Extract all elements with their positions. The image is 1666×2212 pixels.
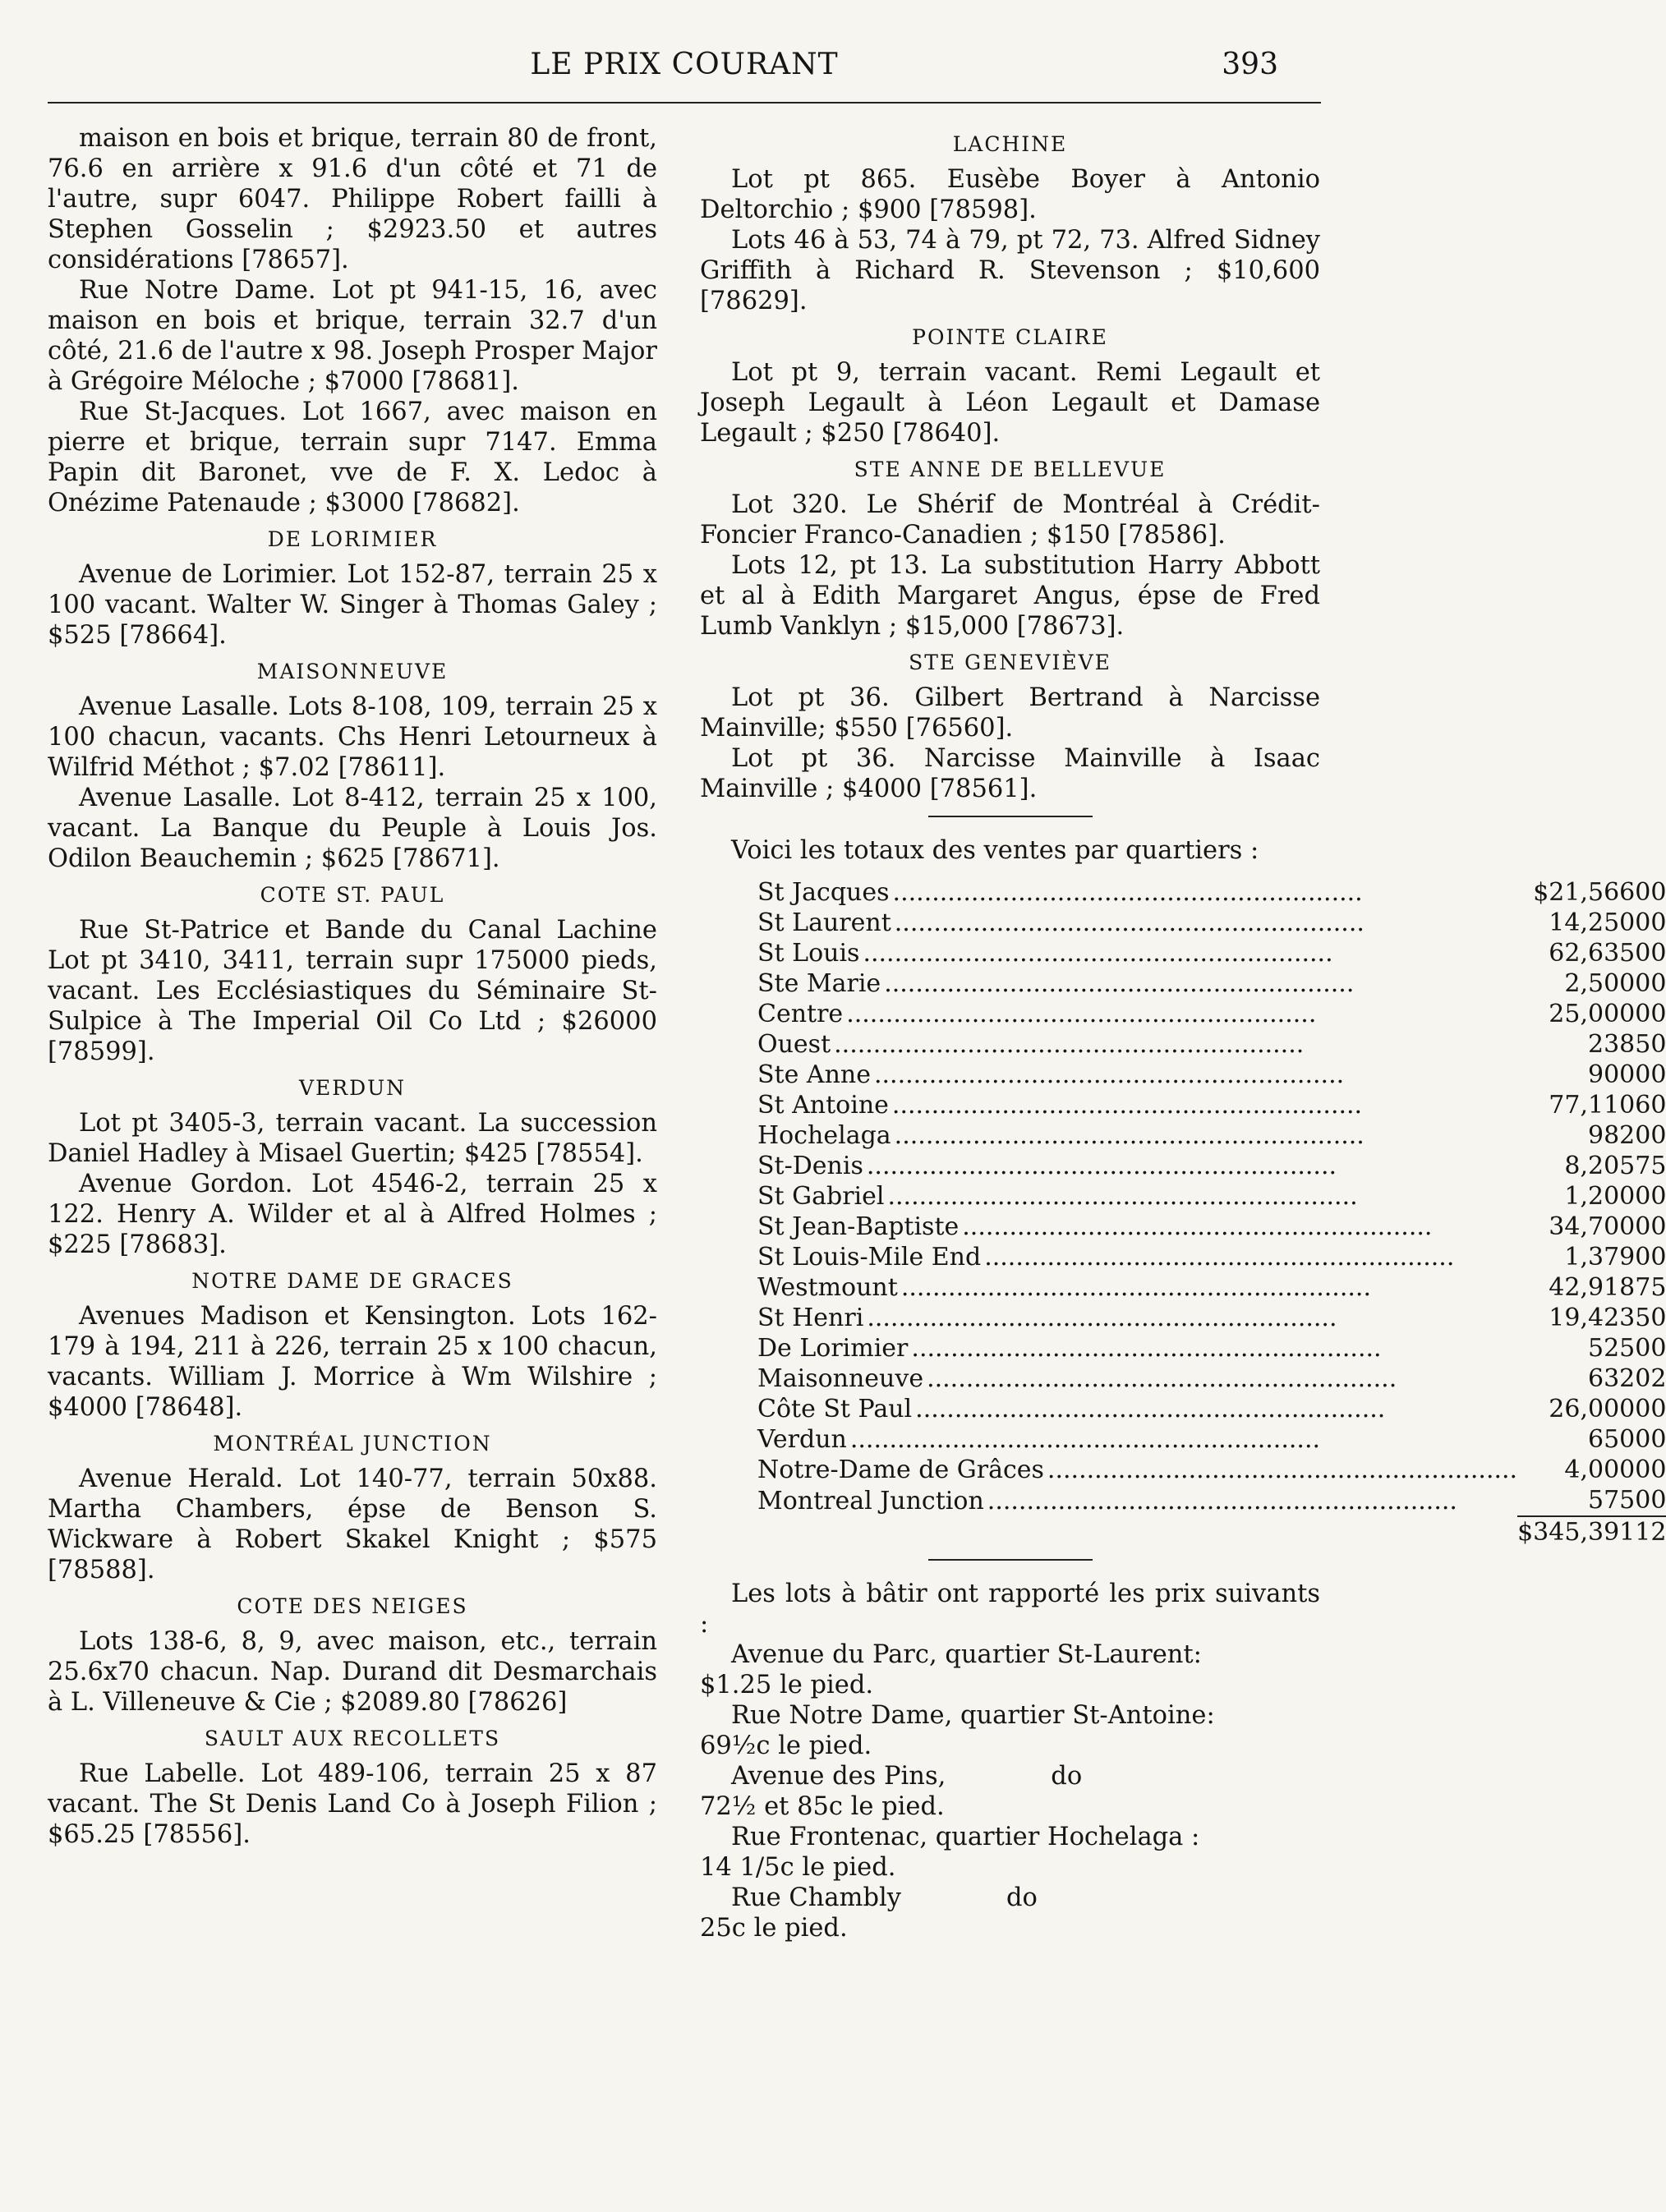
ward-dollars: 1,379	[1564, 1243, 1636, 1272]
leader-dots: Ste Anne ............................................................	[757, 1060, 1345, 1089]
price-value: $1.25 le pied.	[700, 1671, 874, 1699]
sale-entry: Lot pt 9, terrain vacant. Remi Legault et Joseph Legault à Léon Legault et Damase Legault ; $250 [78640].	[700, 358, 1320, 448]
leader-dots: Maisonneuve ............................................................	[757, 1364, 1397, 1393]
ward-dollars: 2,500	[1564, 969, 1636, 998]
leader-dots: De Lorimier ............................................................	[757, 1334, 1382, 1363]
ward-name: St Louis	[757, 939, 863, 968]
leader-dots: St Gabriel ............................................................	[757, 1182, 1358, 1211]
ward-name-cell	[757, 1060, 1517, 1090]
totals-row	[757, 1242, 1666, 1272]
ward-name-cell	[757, 1151, 1517, 1181]
totals-intro: Voici les totaux des ventes par quartiers :	[731, 836, 1259, 865]
ward-cents: 00	[1635, 908, 1666, 937]
leader-dots: Hochelaga ............................................................	[757, 1121, 1365, 1150]
grand-total-dollars: $345,391	[1517, 1518, 1636, 1547]
section-heading: MAISONNEUVE	[256, 660, 449, 683]
prix-intro: Les lots à bâtir ont rapporté les prix suivants :	[700, 1580, 1320, 1639]
totals-row	[757, 999, 1666, 1029]
ward-dollars: 575	[1587, 1486, 1636, 1515]
ward-name: St Henri	[757, 1304, 867, 1332]
ward-name-cell	[757, 1090, 1517, 1120]
ward-cents: 00	[1635, 1334, 1666, 1363]
ward-dollars: 8,205	[1564, 1152, 1636, 1180]
ward-name: Ste Marie	[757, 969, 884, 998]
ward-name-cell	[757, 908, 1517, 938]
totals-row	[757, 1364, 1666, 1394]
ward-dollars: 77,110	[1549, 1091, 1636, 1120]
ward-name-cell	[757, 1424, 1517, 1455]
ward-name: Westmount	[757, 1273, 901, 1302]
ward-dollars: 238	[1587, 1030, 1636, 1059]
page-number: 393	[1222, 48, 1278, 81]
price-street: Rue Chambly	[731, 1883, 901, 1912]
ward-dollars: 525	[1587, 1334, 1636, 1363]
section-divider	[928, 1559, 1093, 1561]
leader-dots: St Jacques ............................................................	[757, 878, 1363, 907]
ward-name-cell	[757, 1212, 1517, 1242]
ward-cents: 00	[1635, 1121, 1666, 1150]
ditto-mark: do	[1051, 1762, 1083, 1791]
ward-dollars: 1,200	[1564, 1182, 1636, 1211]
totals-row	[757, 1181, 1666, 1212]
totals-row	[757, 1060, 1666, 1090]
ward-name: St Jean-Baptiste	[757, 1212, 962, 1241]
ward-dollars: 982	[1587, 1121, 1636, 1150]
totals-row	[757, 968, 1666, 999]
ward-dollars: 900	[1587, 1060, 1636, 1089]
ward-name-cell	[757, 1364, 1517, 1394]
ward-dollars: 19,423	[1549, 1304, 1636, 1332]
sale-entry: Lot pt 865. Eusèbe Boyer à Antonio Deltorchio ; $900 [78598].	[700, 165, 1320, 224]
sale-entry: Avenue Herald. Lot 140-77, terrain 50x88. Martha Chambers, épse de Benson S. Wickware à Robert Skakel Knight ; $575 [78588].	[48, 1465, 657, 1584]
totals-row	[757, 1485, 1666, 1516]
ward-name: Centre	[757, 1000, 846, 1028]
ward-dollars: 62,635	[1549, 939, 1636, 968]
section-heading: COTE ST. PAUL	[260, 883, 445, 907]
grand-total-row	[757, 1517, 1666, 1547]
section-heading: VERDUN	[298, 1076, 407, 1100]
sale-entry: Rue St-Jacques. Lot 1667, avec maison en pierre et brique, terrain supr 7147. Emma Papin dit Baronet, vve de F. X. Ledoc à Onézime Patenaude ; $3000 [78682].	[48, 398, 657, 517]
grand-total-spacer	[757, 1517, 1517, 1547]
price-value: 72½ et 85c le pied.	[700, 1792, 945, 1821]
totals-row	[757, 1424, 1666, 1455]
sale-entry: Avenues Madison et Kensington. Lots 162-179 à 194, 211 à 226, terrain 25 x 100 chacun, vacants. William J. Morrice à Wm Wilshire ; $4000 [78648].	[48, 1302, 657, 1422]
ward-cents: 00	[1635, 878, 1666, 907]
ward-dollars: 42,918	[1549, 1273, 1636, 1302]
grand-total-cents: 12	[1635, 1518, 1666, 1547]
sale-entry: Avenue Lasalle. Lots 8-108, 109, terrain 25 x 100 chacun, vacants. Chs Henri Letourneux à Wilfrid Méthot ; $7.02 [78611].	[48, 692, 657, 782]
totals-row	[757, 1455, 1666, 1485]
price-value: 69½c le pied.	[700, 1731, 872, 1760]
totals-row	[757, 908, 1666, 938]
leader-dots: Notre-Dame de Grâces ............................................................	[757, 1456, 1518, 1484]
ward-name: Verdun	[757, 1425, 850, 1454]
ward-cents: 00	[1635, 1486, 1666, 1515]
section-heading: MONTRÉAL JUNCTION	[213, 1432, 492, 1456]
ward-name: St Jacques	[757, 878, 893, 907]
section-heading: STE ANNE DE BELLEVUE	[854, 458, 1167, 481]
ward-name-cell	[757, 1333, 1517, 1364]
ward-dollars: 34,700	[1549, 1212, 1636, 1241]
ward-dollars: 26,000	[1549, 1395, 1636, 1423]
ward-name: St Louis-Mile End	[757, 1243, 984, 1272]
sale-entry: Lot pt 3405-3, terrain vacant. La succession Daniel Hadley à Misael Guertin; $425 [78554].	[48, 1109, 657, 1168]
section-heading: SAULT AUX RECOLLETS	[204, 1727, 501, 1750]
price-street: Avenue des Pins,	[731, 1762, 946, 1791]
leader-dots: St Louis ............................................................	[757, 939, 1333, 968]
sale-entry: Avenue de Lorimier. Lot 152-87, terrain 25 x 100 vacant. Walter W. Singer à Thomas Galey ; $525 [78664].	[48, 560, 657, 650]
sale-entry: Rue St-Patrice et Bande du Canal Lachine Lot pt 3410, 3411, terrain supr 175000 pieds, vacant. Les Ecclésiastiques du Séminaire St-Sulpice à The Imperial Oil Co Ltd ; $26000 [78599].	[48, 916, 657, 1066]
ward-cents: 00	[1635, 1425, 1666, 1454]
section-heading: LACHINE	[952, 132, 1068, 156]
ward-dollars: 25,000	[1549, 1000, 1636, 1028]
ward-name: St Gabriel	[757, 1182, 887, 1211]
leader-dots: Ouest ............................................................	[757, 1030, 1305, 1059]
ward-dollars: 650	[1587, 1425, 1636, 1454]
ward-name: Ouest	[757, 1030, 834, 1059]
price-list	[700, 1639, 1320, 1943]
sale-entry: Rue Notre Dame. Lot pt 941-15, 16, avec maison en bois et brique, terrain 32.7 d'un côté, 21.6 de l'autre x 98. Joseph Prosper Major à Grégoire Méloche ; $7000 [78681].	[48, 276, 657, 396]
ward-name-cell	[757, 1272, 1517, 1303]
ward-name-cell	[757, 1485, 1517, 1516]
price-entry	[700, 1700, 1320, 1731]
sale-entry: Lots 138-6, 8, 9, avec maison, etc., terrain 25.6x70 chacun. Nap. Durand dit Desmarchais à L. Villeneuve & Cie ; $2089.80 [78626]	[48, 1627, 657, 1717]
totals-row	[757, 1151, 1666, 1181]
leader-dots: Westmount ............................................................	[757, 1273, 1371, 1302]
ward-name: St Antoine	[757, 1091, 892, 1120]
leader-dots: St Antoine ............................................................	[757, 1091, 1363, 1120]
section-heading: DE LORIMIER	[267, 527, 438, 551]
leader-dots: St Henri ............................................................	[757, 1304, 1337, 1332]
ward-name: De Lorimier	[757, 1334, 911, 1363]
totals-row	[757, 938, 1666, 968]
ward-cents: 00	[1635, 969, 1666, 998]
sale-entry: Lot pt 36. Narcisse Mainville à Isaac Mainville ; $4000 [78561].	[700, 744, 1320, 803]
ward-cents: 00	[1635, 1000, 1666, 1028]
price-street: Rue Frontenac, quartier Hochelaga :	[731, 1823, 1200, 1851]
ward-name-cell	[757, 999, 1517, 1029]
price-entry	[700, 1822, 1320, 1852]
ward-name-cell	[757, 877, 1517, 908]
ward-dollars: $21,566	[1533, 878, 1636, 907]
ward-cents: 00	[1635, 939, 1666, 968]
leader-dots: St Louis-Mile End ............................................................	[757, 1243, 1455, 1272]
sale-entry: Avenue Lasalle. Lot 8-412, terrain 25 x 100, vacant. La Banque du Peuple à Louis Jos. Odilon Beauchemin ; $625 [78671].	[48, 784, 657, 873]
ward-dollars: 632	[1587, 1364, 1636, 1393]
section-divider	[928, 816, 1093, 817]
ward-cents: 00	[1635, 1212, 1666, 1241]
price-entry	[700, 1761, 1320, 1791]
ward-name: Hochelaga	[757, 1121, 895, 1150]
price-street: Avenue du Parc, quartier St-Laurent:	[731, 1640, 1202, 1669]
header-rule	[48, 102, 1321, 103]
sale-entry: Avenue Gordon. Lot 4546-2, terrain 25 x 122. Henry A. Wilder et al à Alfred Holmes ; $225 [78683].	[48, 1170, 657, 1259]
leader-dots: Ste Marie ............................................................	[757, 969, 1355, 998]
sale-entry: maison en bois et brique, terrain 80 de front, 76.6 en arrière x 91.6 d'un côté et 71 de l'autre, supr 6047. Philippe Robert failli à Stephen Gosselin ; $2923.50 et autres considérations [78657].	[48, 124, 657, 274]
sale-entry: Lots 12, pt 13. La substitution Harry Abbott et al à Edith Margaret Angus, épse de Fred Lumb Vanklyn ; $15,000 [78673].	[700, 551, 1320, 641]
leader-dots: Centre ............................................................	[757, 1000, 1317, 1028]
price-street: Rue Notre Dame, quartier St-Antoine:	[731, 1701, 1215, 1730]
sale-entry: Lot pt 36. Gilbert Bertrand à Narcisse Mainville; $550 [76560].	[700, 683, 1320, 743]
section-heading: POINTE CLAIRE	[912, 325, 1108, 349]
section-heading: NOTRE DAME DE GRACES	[191, 1269, 513, 1293]
ward-dollars: 14,250	[1549, 908, 1636, 937]
ward-name-cell	[757, 1303, 1517, 1333]
totals-row	[757, 1212, 1666, 1242]
totals-row	[757, 1333, 1666, 1364]
leader-dots: St-Denis ............................................................	[757, 1152, 1337, 1180]
sale-entry: Rue Labelle. Lot 489-106, terrain 25 x 87 vacant. The St Denis Land Co à Joseph Filion ; $65.25 [78556].	[48, 1759, 657, 1849]
leader-dots: Verdun ............................................................	[757, 1425, 1321, 1454]
ward-name-cell	[757, 1181, 1517, 1212]
ward-cents: 60	[1635, 1091, 1666, 1120]
sale-entry: Lots 46 à 53, 74 à 79, pt 72, 73. Alfred Sidney Griffith à Richard R. Stevenson ; $10,600 [78629].	[700, 226, 1320, 315]
ward-cents: 50	[1635, 1030, 1666, 1059]
right-column	[700, 123, 1666, 1943]
totals-row	[757, 877, 1666, 908]
leader-dots: Côte St Paul ............................................................	[757, 1395, 1386, 1423]
leader-dots: St Laurent ............................................................	[757, 908, 1365, 937]
ward-cents: 75	[1635, 1273, 1666, 1302]
ward-name-cell	[757, 1455, 1517, 1485]
left-column	[48, 123, 657, 1850]
ward-cents: 00	[1635, 1243, 1666, 1272]
ward-cents: 75	[1635, 1152, 1666, 1180]
totals-table	[757, 877, 1666, 1547]
ward-name-cell	[757, 1242, 1517, 1272]
ward-name: Montreal Junction	[757, 1487, 987, 1515]
ward-cents: 02	[1635, 1364, 1666, 1393]
ward-name-cell	[757, 968, 1517, 999]
ward-name: St-Denis	[757, 1152, 867, 1180]
totals-row	[757, 1394, 1666, 1424]
ward-name: Côte St Paul	[757, 1395, 915, 1423]
totals-row	[757, 1303, 1666, 1333]
ward-name-cell	[757, 1394, 1517, 1424]
price-value: 25c le pied.	[700, 1914, 848, 1943]
ward-name: St Laurent	[757, 908, 895, 937]
section-heading: STE GENEVIÈVE	[909, 651, 1111, 674]
leader-dots: Montreal Junction ............................................................	[757, 1486, 1457, 1515]
totals-row	[757, 1120, 1666, 1151]
journal-title: LE PRIX COURANT	[530, 48, 839, 81]
ward-name: Ste Anne	[757, 1060, 874, 1089]
totals-row	[757, 1029, 1666, 1060]
ward-name: Maisonneuve	[757, 1364, 927, 1393]
ward-cents: 00	[1635, 1182, 1666, 1211]
ward-cents: 00	[1635, 1060, 1666, 1089]
ward-cents: 50	[1635, 1304, 1666, 1332]
sale-entry: Lot 320. Le Shérif de Montréal à Crédit-Foncier Franco-Canadien ; $150 [78586].	[700, 490, 1320, 550]
ward-name-cell	[757, 938, 1517, 968]
totals-row	[757, 1090, 1666, 1120]
section-heading: COTE DES NEIGES	[237, 1594, 468, 1618]
ward-dollars: 4,000	[1564, 1456, 1636, 1484]
ditto-mark: do	[1006, 1883, 1038, 1912]
ward-name: Notre-Dame de Grâces	[757, 1456, 1047, 1484]
ward-cents: 00	[1635, 1395, 1666, 1423]
price-entry	[700, 1883, 1320, 1913]
totals-row	[757, 1272, 1666, 1303]
ward-name-cell	[757, 1120, 1517, 1151]
leader-dots: St Jean-Baptiste ............................................................	[757, 1212, 1433, 1241]
ward-cents: 00	[1635, 1456, 1666, 1484]
page-header	[0, 33, 1369, 99]
price-entry	[700, 1639, 1320, 1670]
ward-name-cell	[757, 1029, 1517, 1060]
price-value: 14 1/5c le pied.	[700, 1853, 896, 1882]
